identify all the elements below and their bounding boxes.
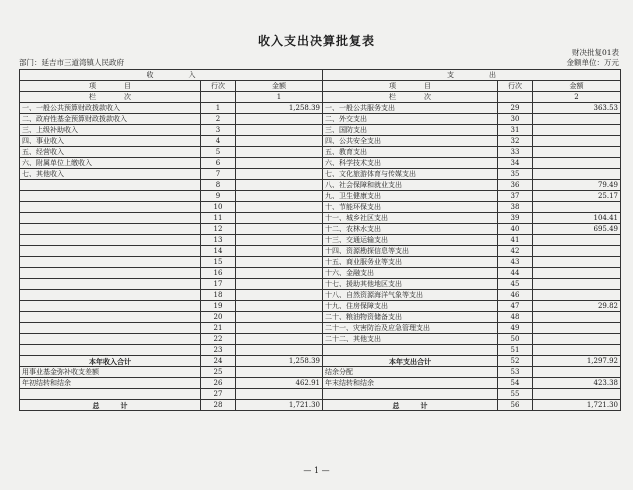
income-line-cell: 5: [201, 147, 236, 158]
table-row: [20, 136, 621, 147]
table-row: [20, 125, 621, 136]
expense-item-cell: 十三、交通运输支出: [323, 235, 498, 246]
income-item-cell: [20, 345, 201, 356]
expense-item-cell: 六、科学技术支出: [323, 158, 498, 169]
expense-amount-cell: 1,721.30: [533, 400, 621, 411]
expense-amount-cell: [533, 367, 621, 378]
expense-item-cell: 二、外交支出: [323, 114, 498, 125]
expense-line-cell: 55: [498, 389, 533, 400]
expense-column-label: 栏 次: [323, 92, 498, 103]
income-line-cell: 12: [201, 224, 236, 235]
expense-line-empty: [498, 92, 533, 103]
expense-line-cell: 52: [498, 356, 533, 367]
expense-item-cell: 五、教育支出: [323, 147, 498, 158]
income-amount-cell: [236, 136, 323, 147]
form-code: 财决批复01表: [571, 48, 619, 57]
expense-amount-cell: [533, 290, 621, 301]
expense-amount-cell: [533, 202, 621, 213]
income-item-cell: [20, 268, 201, 279]
income-line-cell: 23: [201, 345, 236, 356]
expense-amount-cell: [533, 147, 621, 158]
page-number: — 1 —: [303, 466, 330, 475]
income-amount-cell: [236, 323, 323, 334]
income-item-cell: [20, 279, 201, 290]
expense-item-cell: 二十一、灾害防治及应急管理支出: [323, 323, 498, 334]
expense-item-cell: 二十、粮油物资储备支出: [323, 312, 498, 323]
income-amount-cell: [236, 125, 323, 136]
income-item-cell: [20, 224, 201, 235]
expense-amount-cell: [533, 345, 621, 356]
expense-column-number: 2: [533, 92, 621, 103]
income-item-cell: 二、政府性基金预算财政拨款收入: [20, 114, 201, 125]
income-line-cell: 13: [201, 235, 236, 246]
expense-item-cell: 十四、资源勘探信息等支出: [323, 246, 498, 257]
expense-item-cell: 总 计: [323, 400, 498, 411]
income-amount-cell: [236, 279, 323, 290]
expense-item-cell: 八、社会保障和就业支出: [323, 180, 498, 191]
expense-line-cell: 53: [498, 367, 533, 378]
expense-amount-header: 金额: [533, 81, 621, 92]
income-line-cell: 18: [201, 290, 236, 301]
expense-line-cell: 45: [498, 279, 533, 290]
expense-line-cell: 54: [498, 378, 533, 389]
expense-line-cell: 32: [498, 136, 533, 147]
income-line-cell: 7: [201, 169, 236, 180]
expense-line-cell: 56: [498, 400, 533, 411]
income-item-cell: 一、一般公共预算财政拨款收入: [20, 103, 201, 114]
income-amount-cell: [236, 367, 323, 378]
income-line-cell: 1: [201, 103, 236, 114]
table-row: [20, 257, 621, 268]
expense-section-heading: 支 出: [323, 70, 621, 81]
expense-amount-cell: [533, 312, 621, 323]
expense-item-cell: 四、公共安全支出: [323, 136, 498, 147]
income-line-cell: 20: [201, 312, 236, 323]
table-row: [20, 312, 621, 323]
expense-item-cell: 十六、金融支出: [323, 268, 498, 279]
income-item-cell: 四、事业收入: [20, 136, 201, 147]
expense-line-cell: 30: [498, 114, 533, 125]
table-row: [20, 169, 621, 180]
table-row: [20, 202, 621, 213]
expense-line-header: 行次: [498, 81, 533, 92]
expense-line-cell: 38: [498, 202, 533, 213]
income-amount-header: 金额: [236, 81, 323, 92]
income-amount-cell: [236, 114, 323, 125]
income-amount-cell: [236, 246, 323, 257]
document-title: 收入支出决算批复表: [257, 34, 375, 48]
income-line-cell: 2: [201, 114, 236, 125]
income-amount-cell: [236, 334, 323, 345]
table-row: [20, 378, 621, 389]
expense-line-cell: 29: [498, 103, 533, 114]
expense-line-cell: 35: [498, 169, 533, 180]
income-item-cell: [20, 323, 201, 334]
income-amount-cell: 1,258.39: [236, 356, 323, 367]
expense-amount-cell: [533, 125, 621, 136]
table-row: [20, 268, 621, 279]
expense-amount-cell: 695.49: [533, 224, 621, 235]
income-item-header: 项 目: [20, 81, 201, 92]
table-row: [20, 400, 621, 411]
expense-item-cell: 十八、自然资源海洋气象等支出: [323, 290, 498, 301]
expense-item-cell: 十一、城乡社区支出: [323, 213, 498, 224]
table-row: [20, 356, 621, 367]
income-item-cell: 三、上级补助收入: [20, 125, 201, 136]
income-item-cell: [20, 257, 201, 268]
income-amount-cell: [236, 158, 323, 169]
expense-item-header: 项 目: [323, 81, 498, 92]
expense-amount-cell: 25.17: [533, 191, 621, 202]
expense-amount-cell: 1,297.92: [533, 356, 621, 367]
income-line-cell: 11: [201, 213, 236, 224]
income-item-cell: 六、附属单位上缴收入: [20, 158, 201, 169]
income-amount-cell: [236, 191, 323, 202]
income-item-cell: 七、其他收入: [20, 169, 201, 180]
income-line-cell: 25: [201, 367, 236, 378]
expense-item-cell: 年末结转和结余: [323, 378, 498, 389]
amount-unit-label: 金额单位：万元: [566, 58, 619, 67]
income-amount-cell: [236, 345, 323, 356]
income-line-cell: 3: [201, 125, 236, 136]
income-amount-cell: [236, 213, 323, 224]
table-row: [20, 235, 621, 246]
expense-amount-cell: 104.41: [533, 213, 621, 224]
expense-item-cell: 二十二、其他支出: [323, 334, 498, 345]
income-item-cell: 用事业基金弥补收支差额: [20, 367, 201, 378]
income-line-empty: [201, 92, 236, 103]
income-item-cell: [20, 180, 201, 191]
table-row: [20, 103, 621, 114]
table-row: [20, 191, 621, 202]
income-amount-cell: [236, 169, 323, 180]
column-header-row: [20, 81, 621, 92]
section-header-row: [20, 70, 621, 81]
expense-amount-cell: [533, 169, 621, 180]
expense-item-cell: [323, 345, 498, 356]
table-row: [20, 246, 621, 257]
income-line-cell: 22: [201, 334, 236, 345]
table-row: [20, 158, 621, 169]
income-line-cell: 8: [201, 180, 236, 191]
expense-item-cell: 一、一般公共服务支出: [323, 103, 498, 114]
expense-item-cell: 十九、住房保障支出: [323, 301, 498, 312]
expense-item-cell: 十七、援助其他地区支出: [323, 279, 498, 290]
expense-amount-cell: 79.49: [533, 180, 621, 191]
table-row: [20, 290, 621, 301]
income-expense-table: [19, 69, 621, 411]
income-amount-cell: [236, 257, 323, 268]
expense-amount-cell: 423.38: [533, 378, 621, 389]
department-label: 部门：延吉市三道湾镇人民政府: [19, 58, 124, 67]
income-amount-cell: [236, 202, 323, 213]
income-amount-cell: [236, 389, 323, 400]
income-item-cell: [20, 301, 201, 312]
income-line-cell: 6: [201, 158, 236, 169]
income-section-heading: 收 入: [20, 70, 323, 81]
income-item-cell: 年初结转和结余: [20, 378, 201, 389]
expense-item-cell: 九、卫生健康支出: [323, 191, 498, 202]
income-amount-cell: [236, 224, 323, 235]
expense-item-cell: [323, 389, 498, 400]
income-item-cell: [20, 389, 201, 400]
income-item-cell: [20, 246, 201, 257]
income-line-cell: 28: [201, 400, 236, 411]
expense-line-cell: 50: [498, 334, 533, 345]
income-line-cell: 26: [201, 378, 236, 389]
table-row: [20, 334, 621, 345]
income-amount-cell: 1,258.39: [236, 103, 323, 114]
income-amount-cell: [236, 147, 323, 158]
table-row: [20, 323, 621, 334]
expense-item-cell: 十、节能环保支出: [323, 202, 498, 213]
expense-line-cell: 42: [498, 246, 533, 257]
expense-line-cell: 48: [498, 312, 533, 323]
expense-amount-cell: [533, 114, 621, 125]
table-row: [20, 213, 621, 224]
income-amount-cell: [236, 180, 323, 191]
table-row: [20, 301, 621, 312]
income-line-cell: 19: [201, 301, 236, 312]
income-item-cell: [20, 290, 201, 301]
income-item-cell: 总 计: [20, 400, 201, 411]
income-amount-cell: [236, 290, 323, 301]
expense-line-cell: 37: [498, 191, 533, 202]
income-line-cell: 21: [201, 323, 236, 334]
table-row: [20, 114, 621, 125]
income-column-number: 1: [236, 92, 323, 103]
expense-amount-cell: [533, 279, 621, 290]
expense-amount-cell: [533, 235, 621, 246]
expense-line-cell: 46: [498, 290, 533, 301]
expense-line-cell: 39: [498, 213, 533, 224]
expense-item-cell: 十二、农林水支出: [323, 224, 498, 235]
expense-line-cell: 51: [498, 345, 533, 356]
income-item-cell: [20, 202, 201, 213]
income-item-cell: [20, 191, 201, 202]
expense-amount-cell: 363.53: [533, 103, 621, 114]
income-line-cell: 27: [201, 389, 236, 400]
table-row: [20, 180, 621, 191]
income-line-cell: 14: [201, 246, 236, 257]
expense-item-cell: 结余分配: [323, 367, 498, 378]
income-line-header: 行次: [201, 81, 236, 92]
expense-amount-cell: [533, 257, 621, 268]
expense-line-cell: 36: [498, 180, 533, 191]
expense-amount-cell: 29.82: [533, 301, 621, 312]
income-column-label: 栏 次: [20, 92, 201, 103]
income-line-cell: 17: [201, 279, 236, 290]
table-row: [20, 224, 621, 235]
expense-line-cell: 34: [498, 158, 533, 169]
income-line-cell: 9: [201, 191, 236, 202]
expense-line-cell: 44: [498, 268, 533, 279]
income-item-cell: [20, 334, 201, 345]
income-line-cell: 24: [201, 356, 236, 367]
expense-line-cell: 40: [498, 224, 533, 235]
income-line-cell: 16: [201, 268, 236, 279]
income-item-cell: [20, 235, 201, 246]
income-amount-cell: 1,721.30: [236, 400, 323, 411]
expense-item-cell: 十五、商业服务业等支出: [323, 257, 498, 268]
income-line-cell: 4: [201, 136, 236, 147]
expense-line-cell: 43: [498, 257, 533, 268]
expense-line-cell: 33: [498, 147, 533, 158]
table-row: [20, 367, 621, 378]
income-line-cell: 10: [201, 202, 236, 213]
expense-line-cell: 41: [498, 235, 533, 246]
income-amount-cell: [236, 301, 323, 312]
expense-amount-cell: [533, 158, 621, 169]
expense-item-cell: 本年支出合计: [323, 356, 498, 367]
income-amount-cell: [236, 312, 323, 323]
income-amount-cell: [236, 235, 323, 246]
table-row: [20, 345, 621, 356]
expense-line-cell: 49: [498, 323, 533, 334]
expense-item-cell: 七、文化旅游体育与传媒支出: [323, 169, 498, 180]
column-number-row: [20, 92, 621, 103]
expense-amount-cell: [533, 334, 621, 345]
expense-amount-cell: [533, 246, 621, 257]
expense-amount-cell: [533, 136, 621, 147]
income-item-cell: [20, 312, 201, 323]
income-item-cell: 本年收入合计: [20, 356, 201, 367]
table-row: [20, 389, 621, 400]
income-line-cell: 15: [201, 257, 236, 268]
expense-amount-cell: [533, 389, 621, 400]
expense-item-cell: 三、国防支出: [323, 125, 498, 136]
income-item-cell: 五、经营收入: [20, 147, 201, 158]
expense-amount-cell: [533, 323, 621, 334]
income-amount-cell: [236, 268, 323, 279]
expense-line-cell: 47: [498, 301, 533, 312]
expense-line-cell: 31: [498, 125, 533, 136]
expense-amount-cell: [533, 268, 621, 279]
table-row: [20, 279, 621, 290]
table-row: [20, 147, 621, 158]
income-amount-cell: 462.91: [236, 378, 323, 389]
income-item-cell: [20, 213, 201, 224]
